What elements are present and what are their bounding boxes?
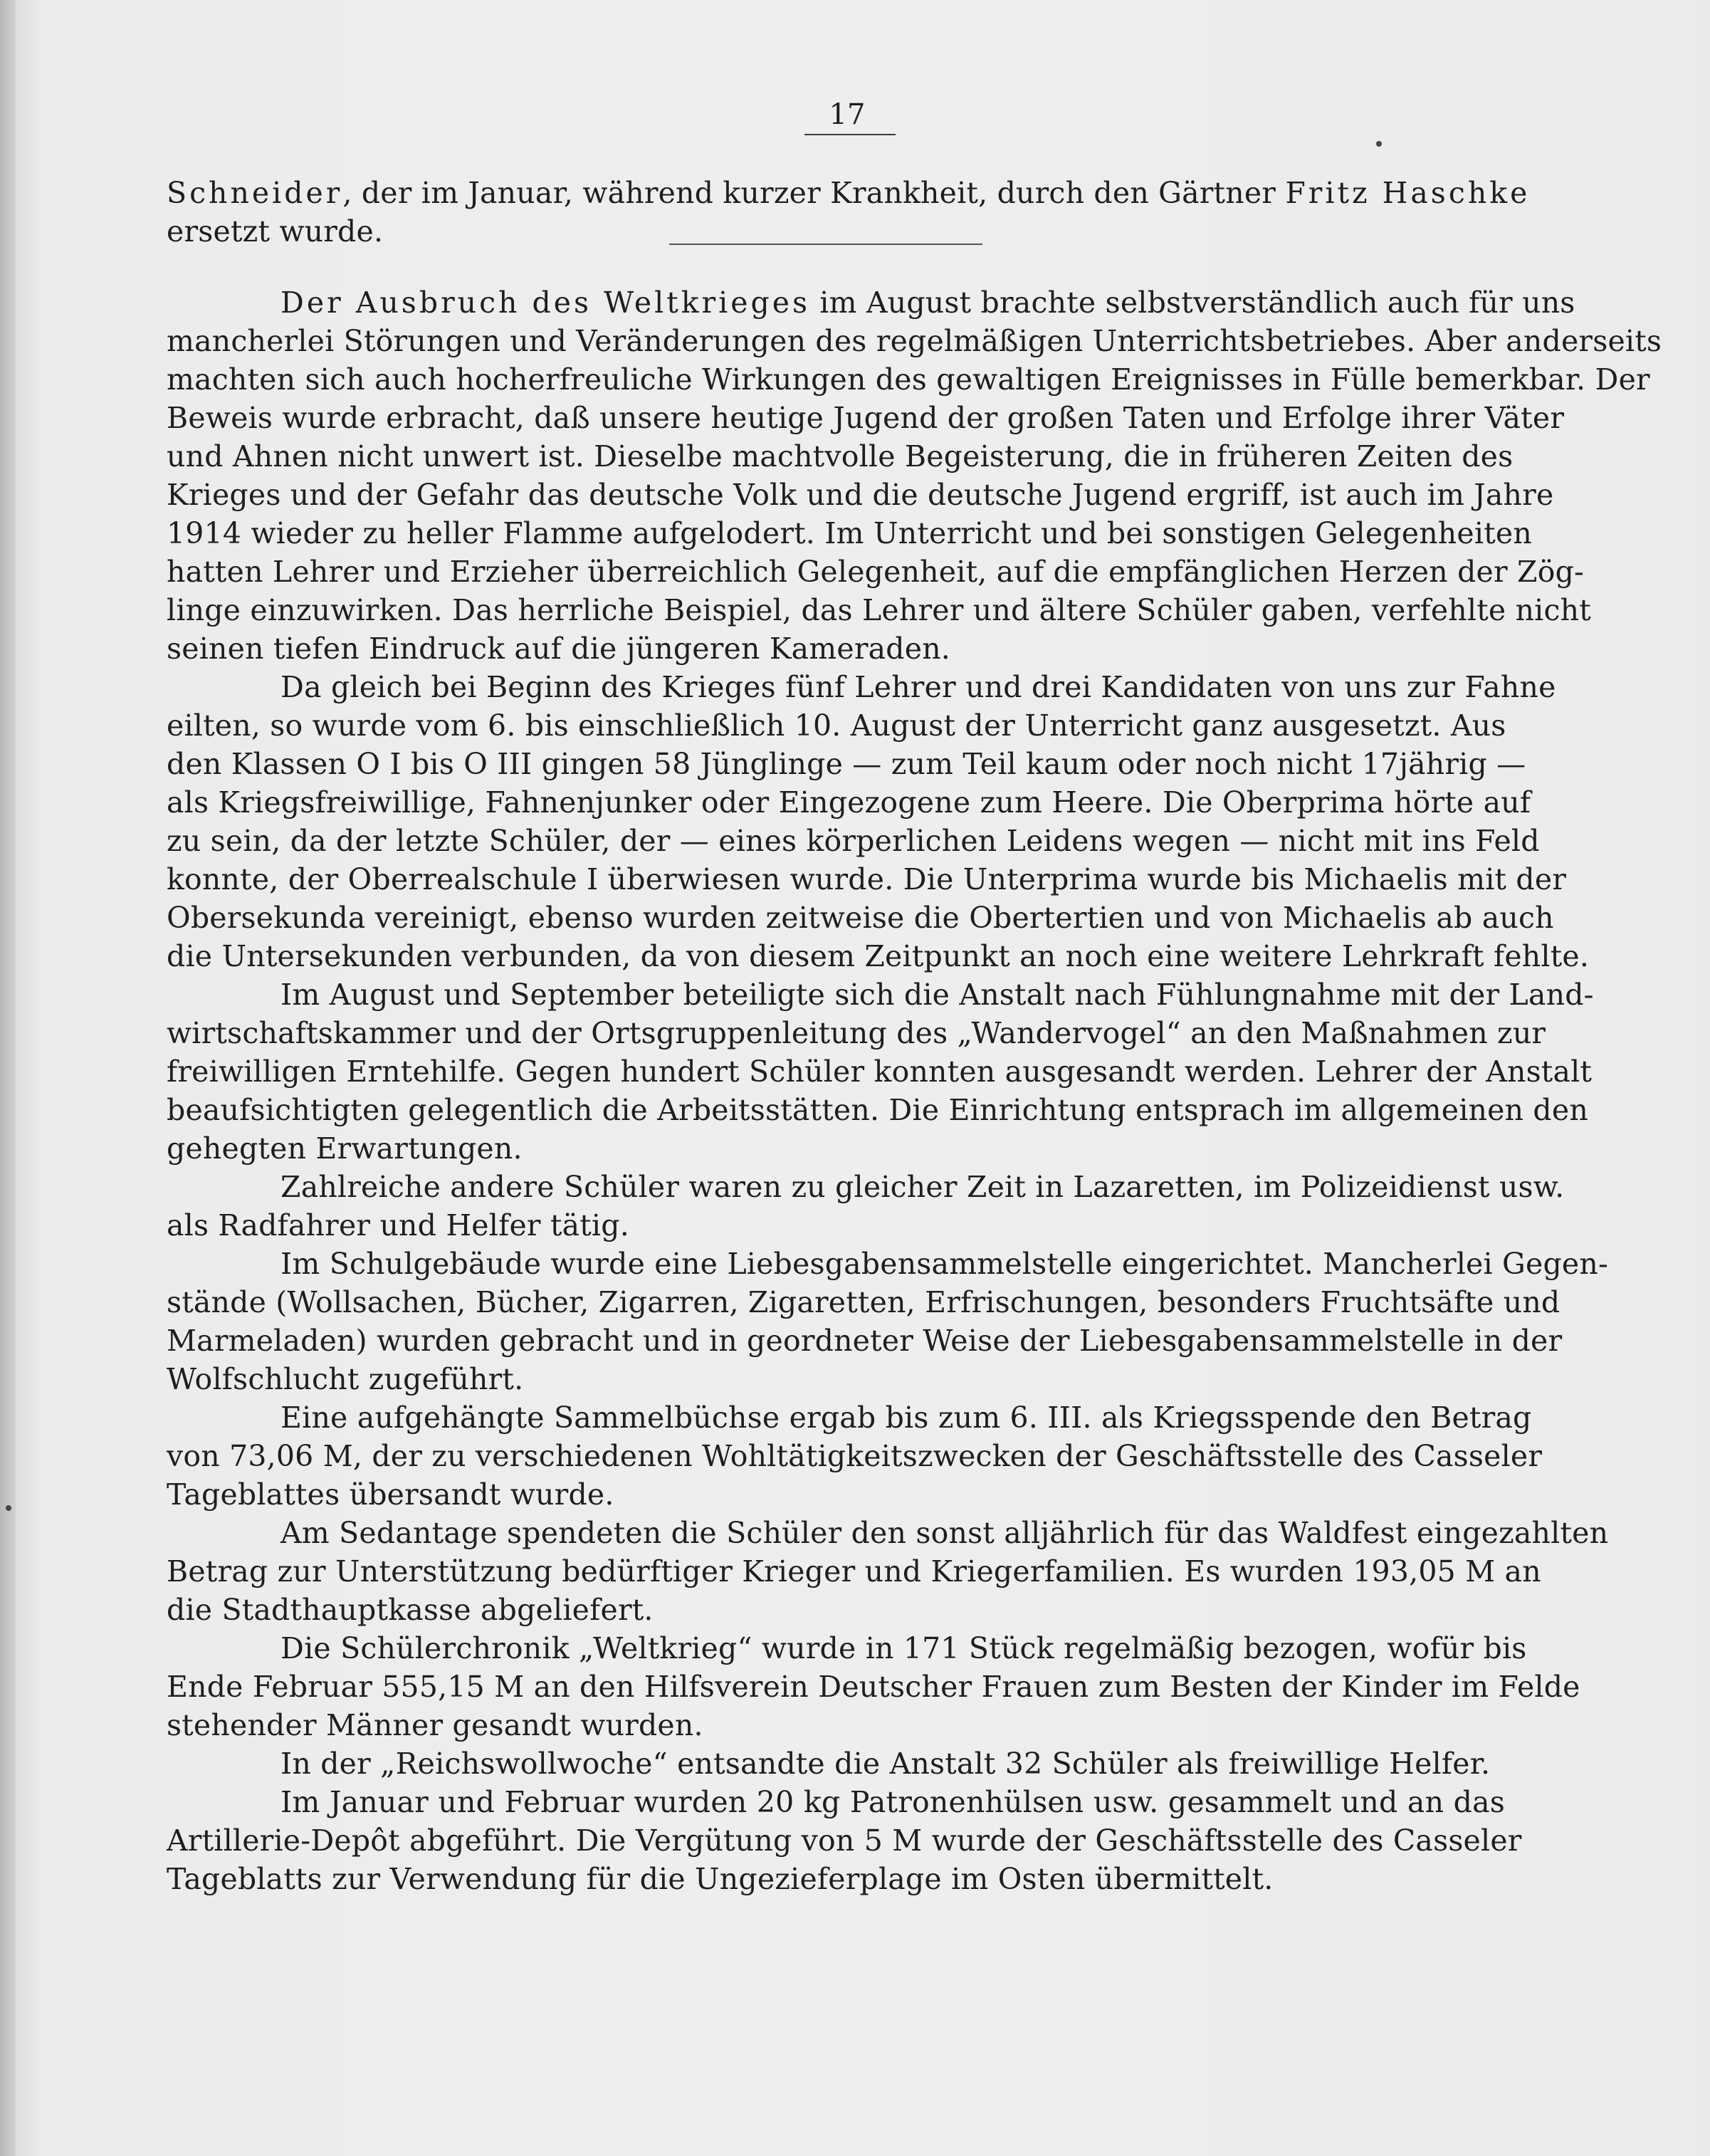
paragraph: [167, 1245, 1609, 1398]
person-name: Fritz Haschke: [1285, 176, 1531, 210]
text-line: und Ahnen nicht unwert ist. Dieselbe machtvolle Begeisterung, die in früheren Zeiten des: [167, 439, 1514, 473]
page-number-rule: [804, 134, 896, 135]
text-line: Da gleich bei Beginn des Krieges fünf Lehrer und drei Kandidaten von uns zur Fahne: [280, 670, 1556, 704]
text-line: [167, 174, 1531, 212]
text-line: die Untersekunden verbunden, da von diesem Zeitpunkt an noch eine weitere Lehrkraft fehlte.: [167, 939, 1590, 973]
text-line: ersetzt wurde.: [167, 214, 384, 248]
text-line: von 73,06 M, der zu verschiedenen Wohltätigkeitszwecken der Geschäftsstelle des Casseler: [167, 1439, 1543, 1473]
text-line: Marmeladen) wurden gebracht und in geordneter Weise der Liebesgabensammelstelle in der: [167, 1324, 1563, 1358]
text-line: Im Schulgebäude wurde eine Liebesgabensammelstelle eingerichtet. Mancherlei Gegen-: [280, 1247, 1609, 1281]
paragraph-lines: [167, 322, 1662, 668]
line-segment: , der im Januar, während kurzer Krankheit, durch den Gärtner: [342, 176, 1276, 210]
text-line: Tageblatts zur Verwendung für die Ungezieferplage im Osten übermittelt.: [167, 1862, 1274, 1896]
text-line: Betrag zur Unterstützung bedürftiger Krieger und Kriegerfamilien. Es wurden 193,05 M an: [167, 1554, 1541, 1589]
text-line: machten sich auch hocherfreuliche Wirkungen des gewaltigen Ereignisses in Fülle bemerkbar. Der: [167, 362, 1650, 397]
text-line: beaufsichtigten gelegentlich die Arbeitsstätten. Die Einrichtung entsprach im allgemeinen den: [167, 1093, 1588, 1127]
text-line: Zahlreiche andere Schüler waren zu gleicher Zeit in Lazaretten, im Polizeidienst usw.: [280, 1170, 1565, 1204]
text-line: freiwilligen Erntehilfe. Gegen hundert Schüler konnten ausgesandt werden. Lehrer der Anstalt: [167, 1055, 1593, 1089]
text-line: Die Schülerchronik „Weltkrieg“ wurde in 171 Stück regelmäßig bezogen, wofür bis: [280, 1631, 1527, 1665]
text-line: die Stadthauptkasse abgeliefert.: [167, 1593, 654, 1627]
paragraph: [167, 668, 1590, 975]
paragraph-gap: [167, 251, 1505, 283]
text-line: Artillerie-Depôt abgeführt. Die Vergütung von 5 M wurde der Geschäftsstelle des Casseler: [167, 1823, 1522, 1858]
text-line: stände (Wollsachen, Bücher, Zigarren, Zigaretten, Erfrischungen, besonders Fruchtsäfte und: [167, 1285, 1560, 1319]
text-line: Eine aufgehängte Sammelbüchse ergab bis zum 6. III. als Kriegsspende den Betrag: [280, 1401, 1532, 1435]
text-line: Im August und September beteiligte sich die Anstalt nach Fühlungnahme mit der Land-: [280, 978, 1594, 1012]
paragraph: [167, 1398, 1543, 1514]
body-text: [167, 174, 1662, 1898]
text-line: Am Sedantage spendeten die Schüler den sonst alljährlich für das Waldfest eingezahlten: [280, 1516, 1609, 1550]
emphasized-phrase: Der Ausbruch des Weltkrieges: [280, 286, 811, 320]
paragraph: [167, 1744, 1505, 1783]
page-number: 17: [829, 98, 866, 131]
paragraph: [167, 1629, 1580, 1744]
text-line: In der „Reichswollwoche“ entsandte die Anstalt 32 Schüler als freiwillige Helfer.: [280, 1747, 1491, 1781]
text-line: als Kriegsfreiwillige, Fahnenjunker oder Eingezogene zum Heere. Die Oberprima hörte auf: [167, 785, 1531, 820]
text-line: mancherlei Störungen und Veränderungen des regelmäßigen Unterrichtsbetriebes. Aber anderseits: [167, 324, 1662, 358]
line-segment: im August brachte selbstverständlich auch für uns: [810, 286, 1575, 320]
text-line: hatten Lehrer und Erzieher überreichlich Gelegenheit, auf die empfänglichen Herzen der Zög-: [167, 555, 1585, 589]
text-line: linge einzuwirken. Das herrliche Beispiel, das Lehrer und ältere Schüler gaben, verfehlte nicht: [167, 593, 1591, 627]
text-line: zu sein, da der letzte Schüler, der — eines körperlichen Leidens wegen — nicht mit ins Feld: [167, 824, 1540, 858]
paragraph: [167, 1168, 1565, 1245]
text-line: Wolfschlucht zugeführt.: [167, 1362, 524, 1396]
paragraph-list: [167, 668, 1609, 1898]
text-line: Obersekunda vereinigt, ebenso wurden zeitweise die Obertertien und von Michaelis ab auch: [167, 901, 1554, 935]
text-line: konnte, der Oberrealschule I überwiesen wurde. Die Unterprima wurde bis Michaelis mit der: [167, 862, 1567, 896]
text-line: seinen tiefen Eindruck auf die jüngeren Kameraden.: [167, 632, 951, 666]
text-line: als Radfahrer und Helfer tätig.: [167, 1208, 629, 1242]
text-line: wirtschaftskammer und der Ortsgruppenleitung des „Wandervogel“ an den Maßnahmen zur: [167, 1016, 1546, 1050]
text-line: 1914 wieder zu heller Flamme aufgelodert. Im Unterricht und bei sonstigen Gelegenheiten: [167, 516, 1532, 550]
paragraph-war-outbreak: [167, 283, 1662, 668]
text-line: Ende Februar 555,15 M an den Hilfsverein Deutscher Frauen zum Besten der Kinder im Felde: [167, 1670, 1580, 1704]
text-line: eilten, so wurde vom 6. bis einschließlich 10. August der Unterricht ganz ausgesetzt. Aus: [167, 708, 1506, 743]
print-mark: [1376, 141, 1382, 147]
paragraph: [167, 975, 1594, 1168]
text-line: stehender Männer gesandt wurden.: [167, 1708, 703, 1742]
text-line: den Klassen O I bis O III gingen 58 Jünglinge — zum Teil kaum oder noch nicht 17jährig —: [167, 747, 1526, 781]
text-line: Im Januar und Februar wurden 20 kg Patronenhülsen usw. gesammelt und an das: [280, 1785, 1505, 1819]
text-line: gehegten Erwartungen.: [167, 1131, 523, 1166]
text-line: Beweis wurde erbracht, daß unsere heutige Jugend der großen Taten und Erfolge ihrer Väter: [167, 401, 1565, 435]
paragraph: [167, 1514, 1609, 1629]
paragraph: [167, 1783, 1522, 1898]
person-name: Schneider: [167, 176, 343, 210]
text-line: Tageblattes übersandt wurde.: [167, 1477, 614, 1512]
print-mark: [6, 1505, 11, 1511]
text-line: [167, 283, 1575, 322]
page-edge: [0, 0, 16, 2156]
text-line: Krieges und der Gefahr das deutsche Volk und die deutsche Jugend ergriff, ist auch im Jahre: [167, 478, 1554, 512]
